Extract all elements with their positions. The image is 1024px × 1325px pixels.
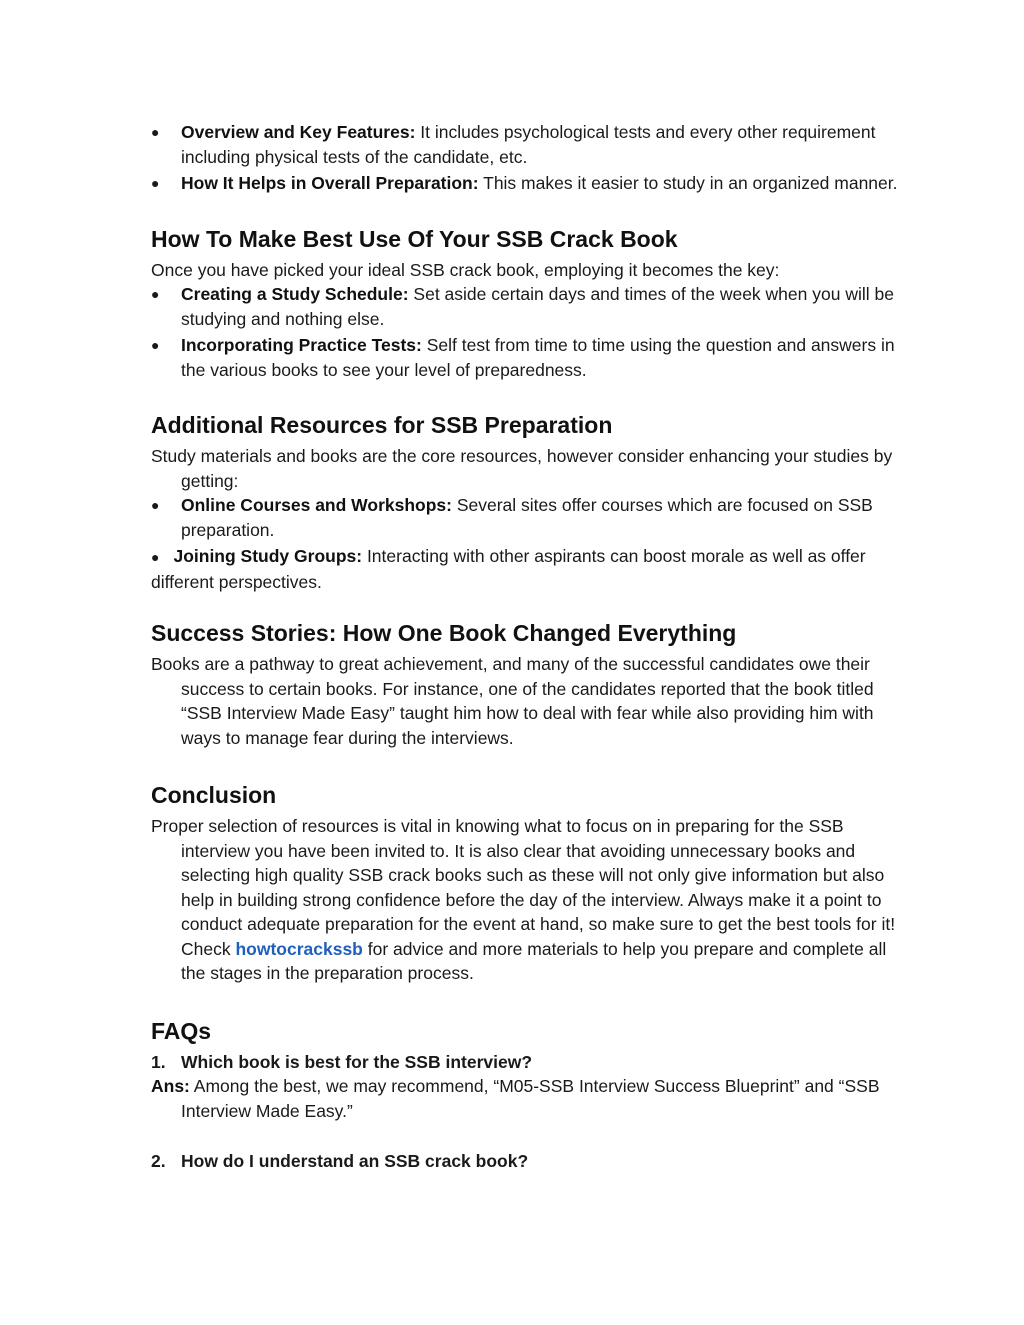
howtocrackssb-link[interactable]: howtocrackssb	[235, 938, 363, 959]
heading-success-stories: Success Stories: How One Book Changed Everything	[151, 620, 737, 646]
lead-additional-resources: Study materials and books are the core resources, however consider enhancing your studies by getting:	[151, 446, 893, 491]
bullet-text: Set aside certain days and times of the week when you will be studying and nothing else.	[181, 284, 894, 329]
lead-best-use: Once you have picked your ideal SSB crack book, employing it becomes the key:	[151, 259, 780, 280]
bullet-bold-label: Incorporating Practice Tests:	[181, 335, 422, 355]
answer-text: Among the best, we may recommend, “M05-SSB Interview Success Blueprint” and “SSB Interview Made Easy.”	[181, 1076, 880, 1121]
bullet-dot-icon: ●	[151, 549, 160, 565]
body-conclusion	[151, 814, 907, 986]
heading-best-use: How To Make Best Use Of Your SSB Crack Book	[151, 225, 678, 252]
conclusion-text-after: for advice and more materials to help you prepare and complete all the stages in the preparation process.	[181, 938, 887, 983]
faq-question-text: How do I understand an SSB crack book?	[181, 1151, 529, 1171]
faq-number: 1.	[151, 1051, 166, 1072]
bullet-online-courses	[151, 493, 907, 542]
heading-faqs: FAQs	[151, 1017, 212, 1044]
body-success-stories: Books are a pathway to great achievement, and many of the successful candidates owe their success to certain books. For instance, one of the candidates reported that the book titled “SSB Interview Made Easy” taught him how to deal with fear while also providing him with ways to manage fear during the interviews.	[151, 654, 874, 748]
bullet-text: Self test from time to time using the question and answers in the various books to see your level of preparedness.	[181, 335, 895, 380]
bullet-text: It includes psychological tests and every other requirement including physical tests of the candidate, etc.	[181, 122, 876, 167]
bullet-bold-label: Overview and Key Features:	[181, 122, 416, 142]
bullet-overall-preparation	[151, 171, 907, 196]
heading-additional-resources: Additional Resources for SSB Preparation	[151, 412, 613, 438]
bullet-bold-label: Joining Study Groups:	[173, 546, 363, 566]
bullet-overview	[151, 120, 907, 169]
bullet-dot-icon: ●	[151, 286, 160, 302]
bullet-text: Several sites offer courses which are focused on SSB preparation.	[181, 495, 873, 540]
bullet-bold-label: How It Helps in Overall Preparation:	[181, 173, 479, 193]
faq-question-2	[151, 1149, 907, 1174]
bullet-text: This makes it easier to study in an organized manner.	[478, 173, 898, 193]
bullet-study-groups	[151, 544, 907, 594]
conclusion-text-before: Proper selection of resources is vital in knowing what to focus on in preparing for the SSB interview you have been invited to. It is also clear that avoiding unnecessary books and selecting high quality SSB crack books such as these will not only give information but also help in building strong confidence before the day of the interview. Always make it a point to conduct adequate preparation for the event at hand, so make sure to get the best tools for it! Check	[151, 816, 896, 959]
document-page	[151, 120, 907, 1174]
bullet-dot-icon: ●	[151, 497, 160, 513]
heading-conclusion: Conclusion	[151, 782, 277, 808]
bullet-dot-icon: ●	[151, 124, 160, 140]
faq-answer-1	[151, 1074, 907, 1123]
bullet-dot-icon: ●	[151, 337, 160, 353]
bullet-practice-tests	[151, 333, 907, 382]
faq-question-text: Which book is best for the SSB interview?	[181, 1051, 533, 1072]
bullet-study-schedule	[151, 282, 907, 331]
bullet-bold-label: Creating a Study Schedule:	[181, 284, 409, 304]
intro-bullet-list	[151, 120, 907, 196]
bullet-bold-label: Online Courses and Workshops:	[181, 495, 452, 515]
faq-question-1	[151, 1050, 907, 1075]
bullet-dot-icon: ●	[151, 175, 160, 191]
answer-label: Ans:	[151, 1076, 190, 1096]
bullet-text: Interacting with other aspirants can boost morale as well as offer different perspectives.	[151, 546, 866, 592]
faq-number: 2.	[151, 1151, 166, 1171]
